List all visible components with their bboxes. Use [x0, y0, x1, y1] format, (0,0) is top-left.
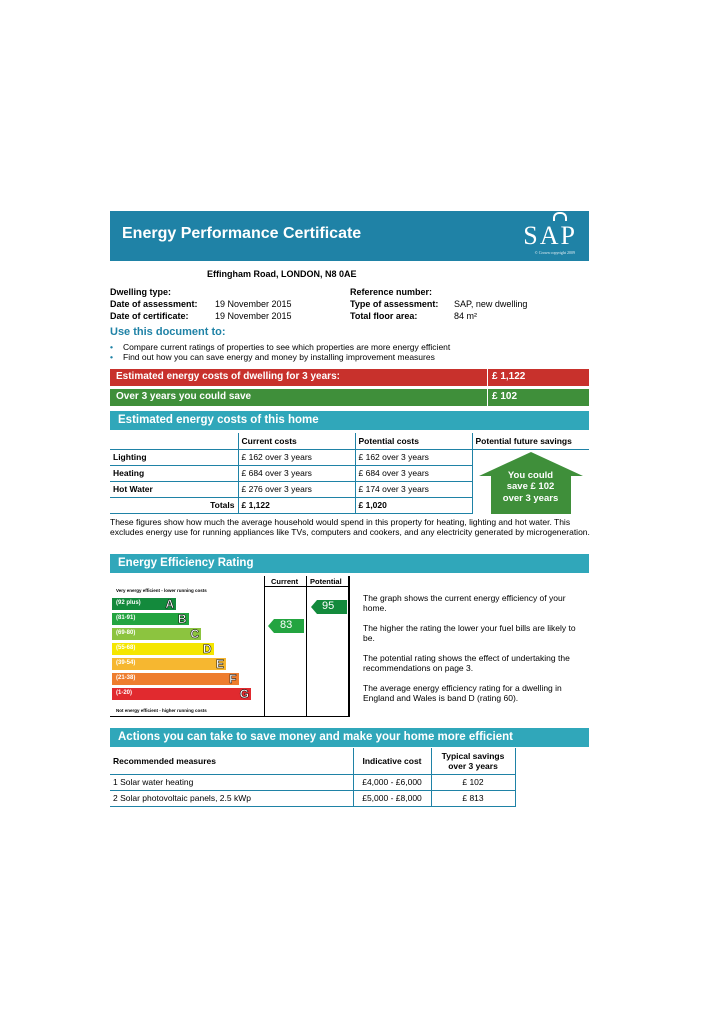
could-save-bar [110, 389, 589, 406]
rating-band-letter: B [177, 612, 187, 626]
costs-totals-current: £ 1,122 [238, 497, 355, 513]
actions-table [110, 748, 516, 807]
costs-row-current: £ 684 over 3 years [238, 465, 355, 481]
rating-divider-left [264, 576, 265, 717]
use-bullet-2: • Find out how you can save energy and money by installing improvement measures [110, 352, 435, 362]
rating-desc-3: The potential rating shows the effect of undertaking the recommendations on page 3. [363, 653, 570, 673]
actions-section-header [110, 728, 589, 747]
costs-section-title: Estimated energy costs of this home [118, 414, 319, 426]
costs-row-potential: £ 684 over 3 years [355, 465, 472, 481]
certificate-header [110, 211, 589, 261]
costs-row-current: £ 276 over 3 years [238, 481, 355, 497]
costs-header-savings: Potential future savings [472, 433, 589, 449]
costs-row-current: £ 162 over 3 years [238, 449, 355, 465]
rating-divider-mid [306, 576, 307, 717]
actions-header-cost: Indicative cost [353, 748, 431, 774]
rating-bottom-note: Not energy efficient - higher running costs [116, 708, 207, 713]
estimated-costs-bar [110, 369, 589, 386]
costs-header-current: Current costs [238, 433, 355, 449]
rating-band-range: (81-91) [116, 615, 136, 621]
estimated-costs-value: £ 1,122 [487, 369, 589, 386]
costs-table [110, 433, 589, 514]
date-certificate-value: 19 November 2015 [215, 311, 292, 321]
costs-row-potential: £ 162 over 3 years [355, 449, 472, 465]
rating-band-letter: G [239, 687, 249, 701]
savings-text: You could save £ 102 over 3 years [502, 469, 559, 504]
rating-potential-header: Potential [310, 577, 342, 586]
action-row-cost: £4,000 - £6,000 [353, 774, 431, 790]
could-save-label: Over 3 years you could save [116, 391, 252, 402]
costs-row-label: Hot Water [110, 481, 238, 497]
current-rating-arrow [268, 619, 304, 633]
rating-band-b [112, 613, 189, 625]
costs-header-blank [110, 433, 238, 449]
rating-band-letter: F [229, 672, 237, 686]
date-assessment-value: 19 November 2015 [215, 299, 292, 309]
rating-section-title: Energy Efficiency Rating [118, 557, 254, 569]
rating-section-header [110, 554, 589, 573]
potential-rating-arrow [311, 600, 347, 614]
use-bullet-1: • Compare current ratings of properties to see which properties are more energy efficient [110, 342, 451, 352]
rating-current-header: Current [271, 577, 299, 586]
rating-header-rule [264, 586, 349, 587]
floor-area-value: 84 m² [454, 311, 478, 321]
logo-copyright: © Crown copyright 2009 [534, 250, 575, 255]
action-row-measure: 1 Solar water heating [110, 774, 353, 790]
certificate-title: Energy Performance Certificate [122, 225, 362, 242]
rating-band-letter: E [215, 657, 224, 671]
actions-header-measure: Recommended measures [110, 748, 353, 774]
date-certificate-label: Date of certificate: [110, 311, 189, 321]
rating-band-range: (39-54) [116, 660, 136, 666]
rating-band-letter: C [190, 627, 199, 641]
date-assessment-label: Date of assessment: [110, 299, 198, 309]
type-assessment-label: Type of assessment: [350, 299, 439, 309]
rating-band-e [112, 658, 226, 670]
estimated-costs-label: Estimated energy costs of dwelling for 3 years: [116, 371, 340, 382]
action-row-saving: £ 813 [431, 790, 515, 806]
costs-header-potential: Potential costs [355, 433, 472, 449]
floor-area-label: Total floor area: [350, 311, 418, 321]
rating-divider-right [348, 576, 349, 717]
rating-band-range: (55-68) [116, 645, 136, 651]
costs-explanation: These figures show how much the average household would spend in this property for heating, lighting and hot water. This excludes energy use for running appliances like TVs, computers and cookers, and any electricity generated by microgeneration. [110, 517, 590, 537]
rating-band-d [112, 643, 214, 655]
crown-icon [553, 212, 567, 221]
costs-row-label: Lighting [110, 449, 238, 465]
rating-band-range: (92 plus) [116, 600, 141, 606]
rating-top-note: Very energy efficient - lower running costs [116, 588, 207, 593]
type-assessment-value: SAP, new dwelling [454, 299, 528, 309]
rating-band-range: (1-20) [116, 690, 133, 696]
rating-band-letter: D [202, 642, 212, 656]
savings-cell [472, 449, 589, 513]
rating-desc-4: The average energy efficiency rating for a dwelling in England and Wales is band D (rating 60). [363, 683, 562, 703]
potential-rating-value: 95 [322, 600, 335, 612]
costs-section-header [110, 411, 589, 430]
rating-band-c [112, 628, 201, 640]
property-address: Effingham Road, LONDON, N8 0AE [207, 269, 357, 279]
costs-totals-potential: £ 1,020 [355, 497, 472, 513]
costs-row-label: Heating [110, 465, 238, 481]
action-row-cost: £5,000 - £8,000 [353, 790, 431, 806]
rating-desc-2: The higher the rating the lower your fuel bills are likely to be. [363, 623, 576, 643]
rating-band-range: (69-80) [116, 630, 136, 636]
rating-desc-1: The graph shows the current energy efficiency of your home. [363, 593, 566, 613]
rating-band-range: (21-38) [116, 675, 136, 681]
actions-header-saving: Typical savings over 3 years [431, 748, 515, 774]
action-row-saving: £ 102 [431, 774, 515, 790]
costs-row-potential: £ 174 over 3 years [355, 481, 472, 497]
actions-section-title: Actions you can take to save money and make your home more efficient [118, 731, 513, 743]
rating-band-g [112, 688, 251, 700]
rating-band-a [112, 598, 176, 610]
current-rating-value: 83 [280, 619, 293, 631]
costs-totals-label: Totals [110, 497, 238, 513]
action-row-measure: 2 Solar photovoltaic panels, 2.5 kWp [110, 790, 353, 806]
reference-label: Reference number: [350, 287, 433, 297]
could-save-value: £ 102 [487, 389, 589, 406]
rating-band-f [112, 673, 239, 685]
sap-logo: SAP [523, 221, 577, 250]
use-document-title: Use this document to: [110, 326, 226, 338]
dwelling-type-label: Dwelling type: [110, 287, 172, 297]
rating-band-letter: A [165, 597, 174, 611]
